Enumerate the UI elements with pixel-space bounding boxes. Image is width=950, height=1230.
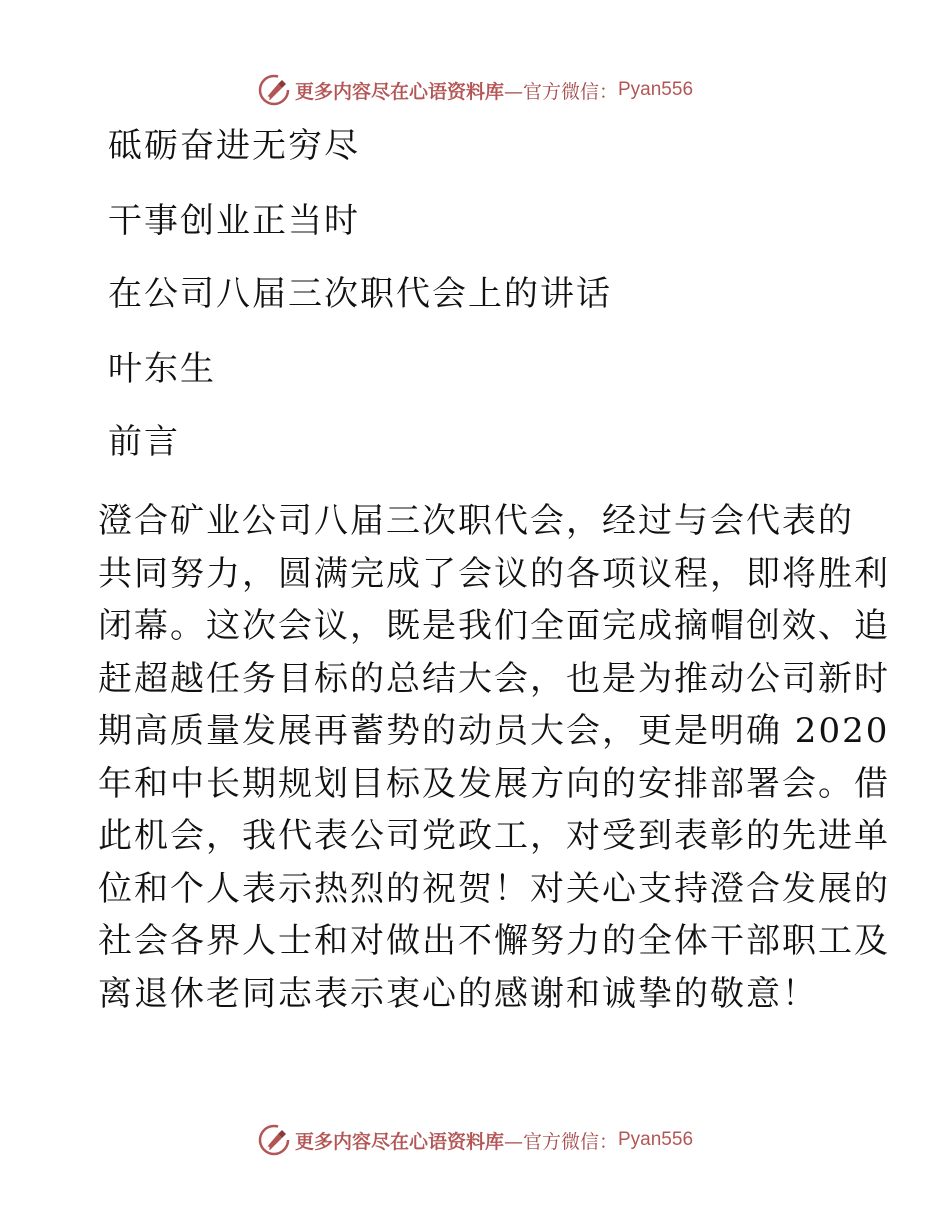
banner-dash-text: —官方微信： [503, 80, 618, 103]
banner-wechat-id: Pyan556 [618, 79, 694, 100]
paragraph-line: 闭幕。这次会议，既是我们全面完成摘帽创效、追 [98, 606, 890, 646]
paragraph-line: 此机会，我代表公司党政工，对受到表彰的先进单 [98, 816, 890, 856]
paragraph-line: 澄合矿业公司八届三次职代会，经过与会代表的 [98, 501, 854, 541]
section-heading-preface: 前言 [108, 422, 180, 462]
pen-logo-icon [257, 73, 291, 107]
paragraph-line: 共同努力，圆满完成了会议的各项议程，即将胜利 [98, 553, 890, 594]
title-line-3: 在公司八届三次职代会上的讲话 [108, 274, 612, 314]
paragraph-line: 赶超越任务目标的总结大会，也是为推动公司新时 [98, 658, 890, 699]
body-paragraph [98, 495, 890, 1020]
pen-logo-icon [257, 1123, 291, 1157]
banner-main-text: 更多内容尽在心语资料库 [294, 80, 504, 103]
title-line-2: 干事创业正当时 [108, 201, 360, 241]
title-line-1: 砥砺奋进无穷尽 [108, 126, 360, 166]
paragraph-line: 年和中长期规划目标及发展方向的安排部署会。借 [98, 763, 890, 804]
author-name: 叶东生 [108, 349, 216, 389]
paragraph-line: 社会各界人士和对做出不懈努力的全体干部职工及 [98, 921, 890, 961]
footer-watermark-banner [0, 1120, 950, 1160]
paragraph-line: 位和个人表示热烈的祝贺！对关心支持澄合发展的 [98, 868, 890, 909]
banner-dash-text: —官方微信： [503, 1130, 618, 1153]
header-watermark-banner [0, 70, 950, 110]
banner-main-text: 更多内容尽在心语资料库 [294, 1130, 504, 1153]
paragraph-line: 期高质量发展再蓄势的动员大会，更是明确 2020 [98, 711, 890, 751]
banner-wechat-id: Pyan556 [618, 1129, 694, 1150]
paragraph-line: 离退休老同志表示衷心的感谢和诚挚的敬意！ [98, 973, 818, 1014]
